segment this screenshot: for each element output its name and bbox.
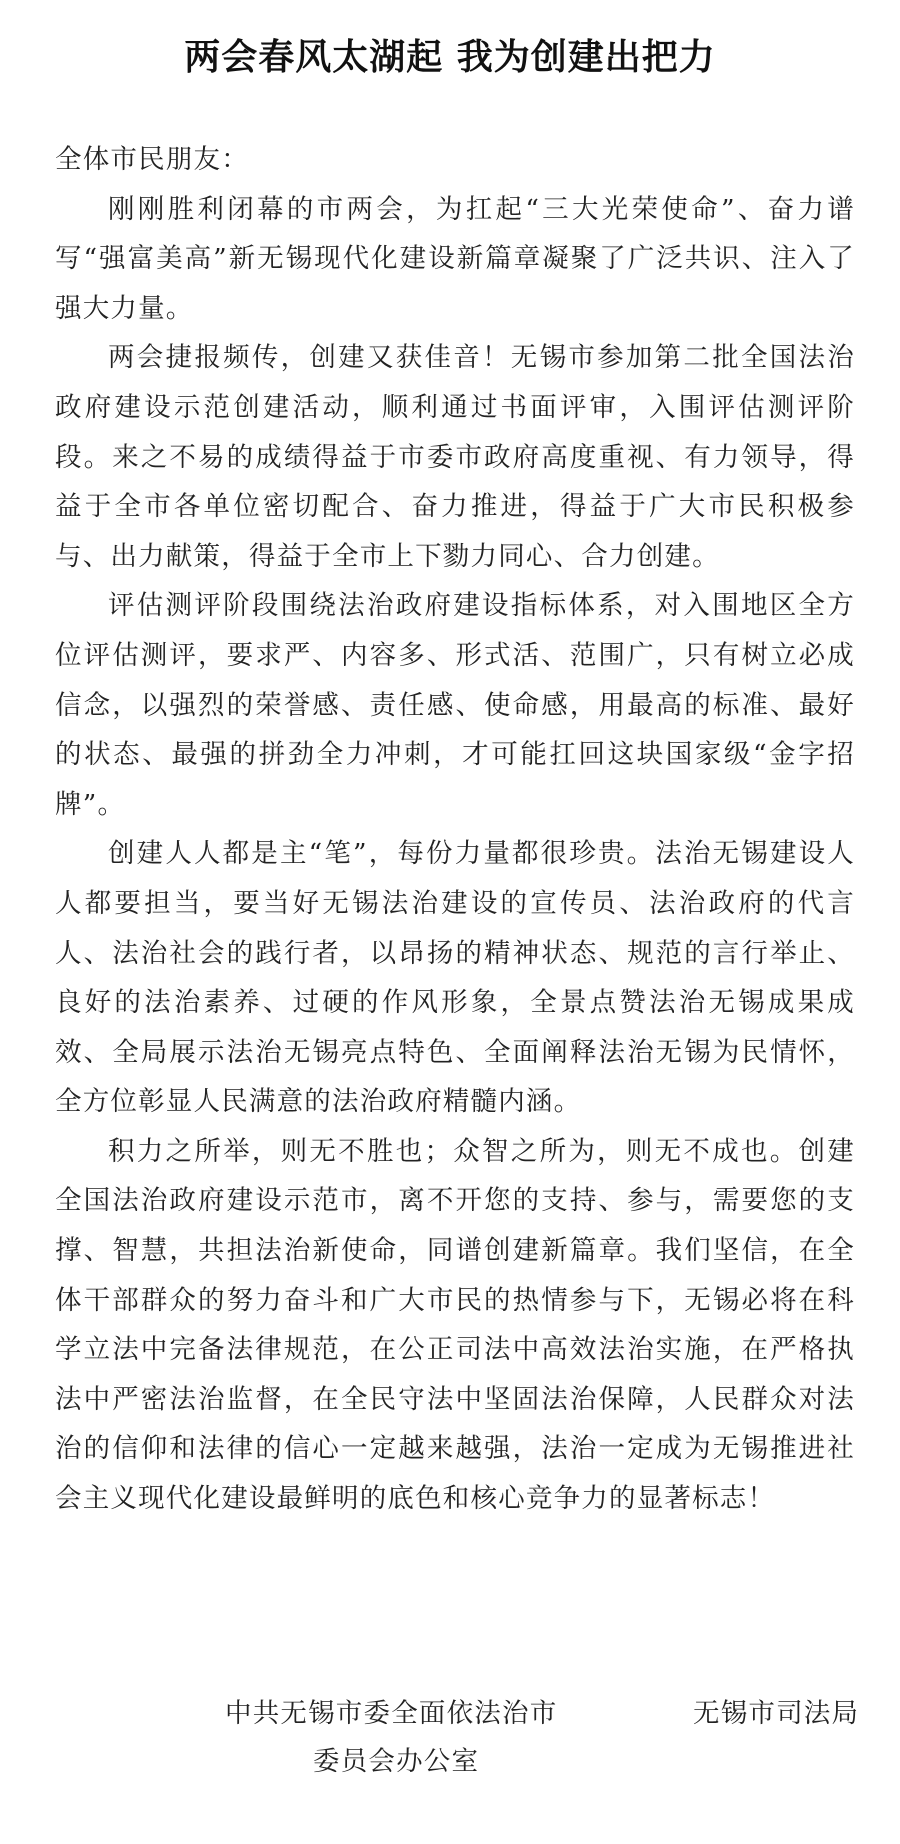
- signature-right: 无锡市司法局: [693, 1698, 860, 1729]
- paragraph-5: 积力之所举，则无不胜也；众智之所为，则无不成也。创建全国法治政府建设示范市，离不开您的支持、参与，需要您的支撑、智慧，共担法治新使命，同谱创建新篇章。我们坚信，在全体干部群众的努力奋斗和广大市民的热情参与下，无锡必将在科学立法中完备法律规范，在公正司法中高效法治实施，在严格执法中严密法治监督，在全民守法中坚固法治保障，人民群众对法治的信仰和法律的信心一定越来越强，法治一定成为无锡推进社会主义现代化建设最鲜明的底色和核心竞争力的显著标志！: [55, 1135, 855, 1515]
- salutation: 全体市民朋友：: [55, 144, 249, 175]
- signature-left-line1: 中共无锡市委全面依法治市: [225, 1698, 558, 1729]
- document-title: 两会春风太湖起 我为创建出把力: [184, 37, 716, 78]
- paragraph-1: 刚刚胜利闭幕的市两会，为扛起“三大光荣使命”、奋力谱写“强富美高”新无锡现代化建设新篇章凝聚了广泛共识、注入了强大力量。: [55, 193, 855, 324]
- document-body: [55, 135, 855, 1524]
- paragraph-3: 评估测评阶段围绕法治政府建设指标体系，对入围地区全方位评估测评，要求严、内容多、形式活、范围广，只有树立必成信念，以强烈的荣誉感、责任感、使命感，用最高的标准、最好的状态、最强的拼劲全力冲刺，才可能扛回这块国家级“金字招牌”。: [55, 590, 855, 820]
- paragraph-4: 创建人人都是主“笔”，每份力量都很珍贵。法治无锡建设人人都要担当，要当好无锡法治建设的宣传员、法治政府的代言人、法治社会的践行者，以昂扬的精神状态、规范的言行举止、良好的法治素养、过硬的作风形象，全景点赞法治无锡成果成效、全局展示法治无锡亮点特色、全面阐释法治无锡为民情怀，全方位彰显人民满意的法治政府精髓内涵。: [55, 838, 855, 1118]
- signature-left-line2: 委员会办公室: [313, 1746, 480, 1777]
- paragraph-2: 两会捷报频传，创建又获佳音！无锡市参加第二批全国法治政府建设示范创建活动，顺利通过书面评审，入围评估测评阶段。来之不易的成绩得益于市委市政府高度重视、有力领导，得益于全市各单位密切配合、奋力推进，得益于广大市民积极参与、出力献策，得益于全市上下勠力同心、合力创建。: [55, 342, 855, 572]
